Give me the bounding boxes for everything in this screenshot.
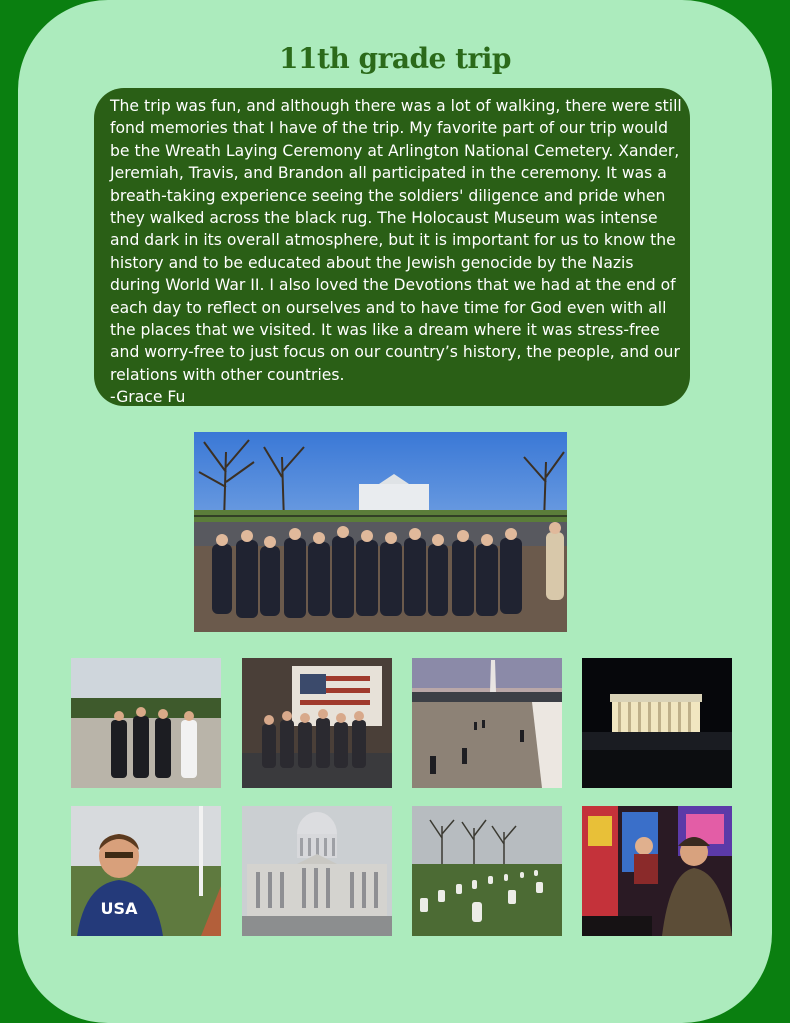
photo-arlington-group <box>71 658 221 788</box>
reflection-textbox <box>94 88 690 406</box>
page-title: 11th grade trip <box>278 42 512 75</box>
photo-lincoln-memorial <box>582 658 732 788</box>
usa-sweater-text: USA <box>100 899 138 918</box>
reflection-signature: -Grace Fu <box>110 388 186 407</box>
photo-museum-group <box>242 658 392 788</box>
photo-capitol-building <box>242 806 392 936</box>
photo-arcade <box>582 806 732 936</box>
reflection-paragraph <box>110 95 684 409</box>
photo-arlington-cemetery <box>412 806 562 936</box>
photo-student-usa-sweater <box>71 806 221 936</box>
group-photo-white-house <box>194 432 567 632</box>
photo-washington-monument <box>412 658 562 788</box>
reflection-body: The trip was fun, and although there was a lot of walking, there were still fond memories that I have of the trip. My favorite part of our trip would be the Wreath Laying Ceremony at Arlington National Cemetery. Xander, Jeremiah, Travis, and Brandon all participated in the ceremony. It was a breath-taking experience seeing the soldiers' diligence and pride when they walked across the black rug. The Holocaust Museum was intense and dark in its overall atmosphere, but it is important for us to know the history and to be educated about the Jewish genocide by the Nazis during World War II. I also loved the Devotions that we had at the end of each day to reflect on ourselves and to have time for God even with all the places that we visited. It was like a dream where it was stress-free and worry-free to just focus on our country’s history, the people, and our relations with other countries. <box>110 97 682 384</box>
